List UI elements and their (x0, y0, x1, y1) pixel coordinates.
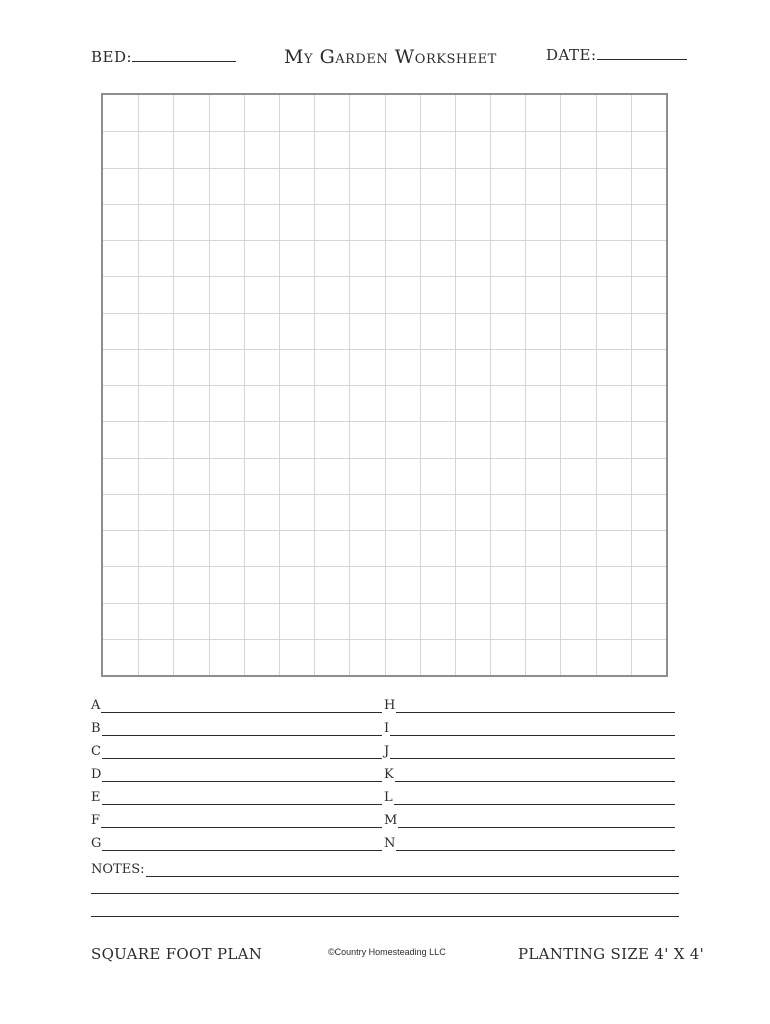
legend-letter: F (91, 813, 101, 828)
legend-blank-line[interactable] (102, 794, 383, 805)
date-label: DATE: (546, 46, 597, 64)
legend-letter: I (384, 721, 390, 736)
date-field[interactable] (546, 46, 687, 64)
legend-blank-line[interactable] (394, 794, 675, 805)
notes-line-2[interactable] (91, 893, 679, 894)
notes-line[interactable] (146, 866, 679, 877)
legend-row-g[interactable] (91, 831, 382, 851)
legend-row-f[interactable] (91, 808, 382, 828)
bed-field[interactable] (91, 48, 236, 66)
worksheet-header (0, 44, 770, 74)
legend-row-c[interactable] (91, 739, 382, 759)
legend-letter: J (384, 744, 390, 759)
legend-blank-line[interactable] (395, 771, 675, 782)
notes-label: NOTES: (91, 862, 145, 877)
legend-row-h[interactable] (384, 693, 675, 713)
legend-letter: N (384, 836, 396, 851)
notes-line-3[interactable] (91, 916, 679, 917)
legend-letter: C (91, 744, 101, 759)
date-blank-line[interactable] (597, 47, 687, 60)
legend-blank-line[interactable] (390, 725, 675, 736)
legend-blank-line[interactable] (102, 771, 382, 782)
legend-letter: G (91, 836, 102, 851)
legend-letter: B (91, 721, 101, 736)
legend-letter: K (384, 767, 394, 782)
legend-letter: D (91, 767, 102, 782)
legend-row-n[interactable] (384, 831, 675, 851)
legend-row-b[interactable] (91, 716, 382, 736)
legend-row-d[interactable] (91, 762, 382, 782)
footer-copyright: ©Country Homesteading LLC (328, 947, 446, 957)
legend-blank-line[interactable] (396, 702, 675, 713)
legend-letter: A (91, 698, 101, 713)
legend-blank-line[interactable] (102, 725, 382, 736)
legend-blank-line[interactable] (102, 748, 382, 759)
bed-label: BED: (91, 48, 133, 66)
legend-letter: E (91, 790, 101, 805)
legend-row-l[interactable] (384, 785, 675, 805)
legend-blank-line[interactable] (398, 817, 675, 828)
legend-blank-line[interactable] (101, 702, 382, 713)
legend-blank-line[interactable] (390, 748, 675, 759)
legend-letter: H (384, 698, 396, 713)
legend-row-j[interactable] (384, 739, 675, 759)
legend-letter: L (384, 790, 393, 805)
legend-row-k[interactable] (384, 762, 675, 782)
legend-row-m[interactable] (384, 808, 675, 828)
square-foot-grid[interactable] (101, 93, 668, 677)
legend-row-a[interactable] (91, 693, 382, 713)
worksheet-title: My Garden Worksheet (284, 46, 497, 68)
notes-field[interactable] (91, 857, 679, 877)
legend-blank-line[interactable] (396, 840, 675, 851)
legend-row-e[interactable] (91, 785, 382, 805)
legend-blank-line[interactable] (102, 840, 382, 851)
footer-plan-type: SQUARE FOOT PLAN (91, 945, 263, 963)
footer-planting-size: PLANTING SIZE 4' X 4' (518, 945, 705, 963)
legend-letter: M (384, 813, 398, 828)
legend-row-i[interactable] (384, 716, 675, 736)
grid-lines (103, 95, 666, 675)
bed-blank-line[interactable] (132, 49, 236, 62)
legend-blank-line[interactable] (101, 817, 382, 828)
